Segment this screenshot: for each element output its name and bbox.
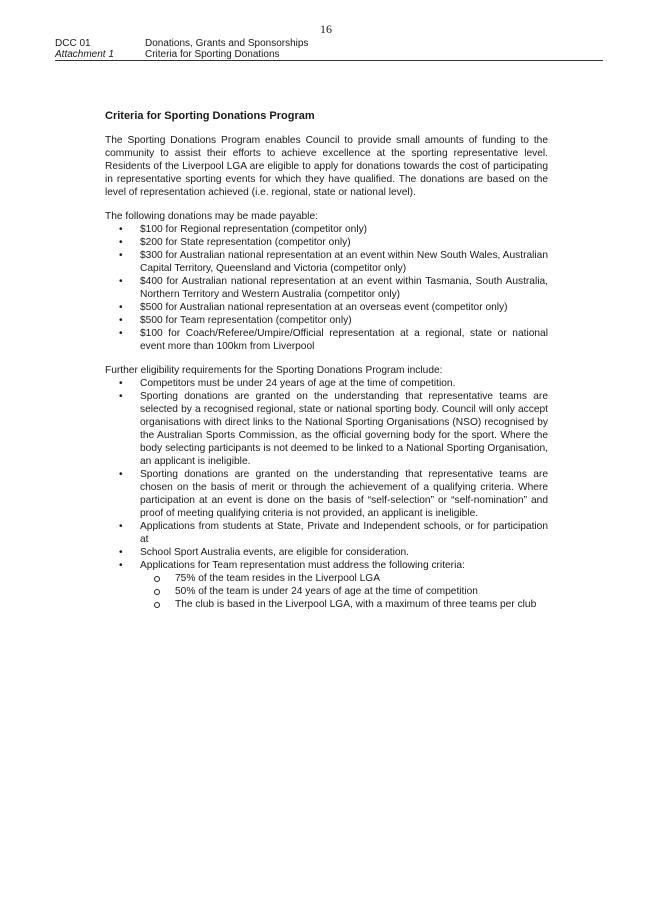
list-item: • Sporting donations are granted on the understanding that representative teams are selected by a recognised regional, state or national sporting body. Council will only accept organisations with direct links to the National Sporting Organisations (NSO) recognised by the Australian Sports Commission, as the official governing body for the sport. Where the body selecting participants is not deemed to be linked to a National Sporting Organisation, an applicant is ineligible. [105, 390, 548, 468]
document-body [105, 110, 548, 611]
sub-list-item: 50% of the team is under 24 years of age at the time of competition [140, 585, 548, 598]
page-number: 16 [320, 22, 332, 36]
list-item: • Competitors must be under 24 years of age at the time of competition. [105, 377, 548, 390]
list-item [105, 559, 548, 611]
header-left [55, 38, 135, 60]
intro-paragraph: The Sporting Donations Program enables Council to provide small amounts of funding to the community to assist their efforts to achieve excellence at the sporting representative level. Residents of the Liverpool LGA are eligible to apply for donations towards the cost of participating in representative sporting events for which they have qualified. The donations are based on the level of representation achieved (i.e. regional, state or national level). [105, 135, 548, 198]
list-item: • $500 for Australian national representation at an overseas event (competitor only) [105, 301, 548, 314]
list-item-text: Applications for Team representation must address the following criteria: [140, 560, 465, 571]
list-item: • $300 for Australian national representation at an event within New South Wales, Australian Capital Territory, Queensland and Victoria (competitor only) [105, 249, 548, 275]
page-header [55, 38, 603, 61]
eligibility-list [105, 377, 548, 611]
list-item: • $100 for Coach/Referee/Umpire/Official representation at a regional, state or national event more than 100km from Liverpool [105, 327, 548, 353]
header-right [145, 38, 308, 60]
list-item: • $200 for State representation (competitor only) [105, 236, 548, 249]
list-item: • $400 for Australian national representation at an event within Tasmania, South Australia, Northern Territory and Western Australia (competitor only) [105, 275, 548, 301]
list-item: • Sporting donations are granted on the understanding that representative teams are chosen on the basis of merit or through the achievement of a qualifying criteria. Where participation at an event is done on the basis of “self-selection” or “self-nomination” and proof of meeting qualifying criteria is not provided, an applicant is ineligible. [105, 468, 548, 520]
list-item: • $500 for Team representation (competitor only) [105, 314, 548, 327]
sub-list-item: 75% of the team resides in the Liverpool LGA [140, 572, 548, 585]
header-code: DCC 01 [55, 38, 91, 49]
header-attachment: Attachment 1 [55, 49, 114, 60]
document-heading: Criteria for Sporting Donations Program [105, 110, 315, 122]
eligibility-lead: Further eligibility requirements for the Sporting Donations Program include: [105, 365, 443, 376]
list-item: • Applications from students at State, Private and Independent schools, or for participation at [105, 520, 548, 546]
list-item: • $100 for Regional representation (competitor only) [105, 223, 548, 236]
sub-list-item: The club is based in the Liverpool LGA, with a maximum of three teams per club [140, 598, 548, 611]
list-item: • School Sport Australia events, are eligible for consideration. [105, 546, 548, 559]
header-subtitle: Criteria for Sporting Donations [145, 49, 280, 60]
donations-lead: The following donations may be made payable: [105, 211, 318, 222]
header-title: Donations, Grants and Sponsorships [145, 38, 309, 49]
team-criteria-list [140, 572, 548, 611]
donations-list [105, 223, 548, 353]
